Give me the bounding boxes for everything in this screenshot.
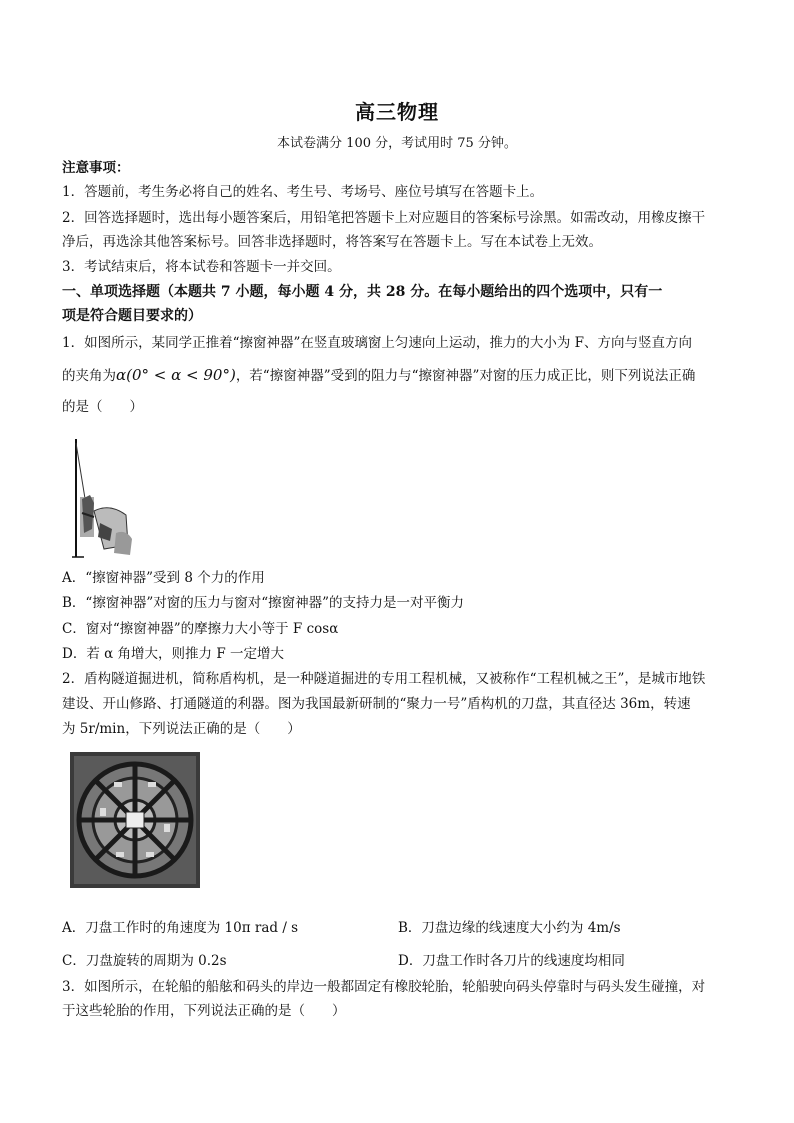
q2-stem-line1: 2．盾构隧道掘进机，简称盾构机，是一种隧道掘进的专用工程机械，又被称作“工程机械之王”，是城市地铁 xyxy=(62,671,706,687)
q1-stem-line3: 的是（ ） xyxy=(62,399,143,415)
q1-stem-line1: 1．如图所示，某同学正推着“擦窗神器”在竖直玻璃窗上匀速向上运动，推力的大小为 F、方向与竖直方向 xyxy=(62,335,693,351)
note-item-2: 2．回答选择题时，选出每小题答案后，用铅笔把答题卡上对应题目的答案标号涂黑。如需改动，用橡皮擦干 xyxy=(62,210,706,226)
q2-option-d: D．刀盘工作时各刀片的线速度均相同 xyxy=(398,953,625,969)
q2-option-b: B．刀盘边缘的线速度大小约为 4m/s xyxy=(398,920,621,936)
q2-stem-line3: 为 5r/min，下列说法正确的是（ ） xyxy=(62,721,301,737)
q2-option-c: C．刀盘旋转的周期为 0.2s xyxy=(62,953,227,969)
q1-stem-line2-pre: 的夹角为 xyxy=(62,368,116,384)
q3-stem-line1: 3．如图所示，在轮船的船舷和码头的岸边一般都固定有橡胶轮胎，轮船驶向码头停靠时与码头发生碰撞，对 xyxy=(62,979,706,995)
q1-option-b: B．“擦窗神器”对窗的压力与窗对“擦窗神器”的支持力是一对平衡力 xyxy=(62,595,465,611)
notes-heading: 注意事项： xyxy=(62,160,130,176)
q3-stem-line2: 于这些轮胎的作用，下列说法正确的是（ ） xyxy=(62,1003,346,1019)
note-item-2-cont: 净后，再选涂其他答案标号。回答非选择题时，将答案写在答题卡上。写在本试卷上无效。 xyxy=(62,234,602,250)
q1-angle-range: α(0° < α < 90°) xyxy=(116,366,236,384)
q1-stem-line2-post: ，若“擦窗神器”受到的阻力与“擦窗神器”对窗的压力成正比，则下列说法正确 xyxy=(235,368,696,384)
page-title: 高三物理 xyxy=(355,100,439,124)
q1-option-c: C．窗对“擦窗神器”的摩擦力大小等于 F cosα xyxy=(62,621,339,637)
window-cleaner-figure xyxy=(70,437,150,561)
section-heading-cont: 项是符合题目要求的） xyxy=(62,308,202,324)
note-item-3: 3．考试结束后，将本试卷和答题卡一并交回。 xyxy=(62,259,341,275)
exam-info: 本试卷满分 100 分，考试用时 75 分钟。 xyxy=(277,136,517,151)
q2-option-a: A．刀盘工作时的角速度为 10π rad / s xyxy=(62,920,299,936)
cutterhead-figure xyxy=(70,752,200,888)
note-item-1: 1．答题前，考生务必将自己的姓名、考生号、考场号、座位号填写在答题卡上。 xyxy=(62,184,544,200)
q1-option-d: D．若 α 角增大，则推力 F 一定增大 xyxy=(62,646,284,662)
section-heading: 一、单项选择题（本题共 7 小题，每小题 4 分，共 28 分。在每小题给出的四个选项中，只有一 xyxy=(62,284,663,300)
q1-stem-line2 xyxy=(62,365,742,386)
q1-option-a: A．“擦窗神器”受到 8 个力的作用 xyxy=(62,570,265,586)
q2-stem-line2: 建设、开山修路、打通隧道的利器。图为我国最新研制的“聚力一号”盾构机的刀盘，其直径达 36m，转速 xyxy=(62,696,691,712)
